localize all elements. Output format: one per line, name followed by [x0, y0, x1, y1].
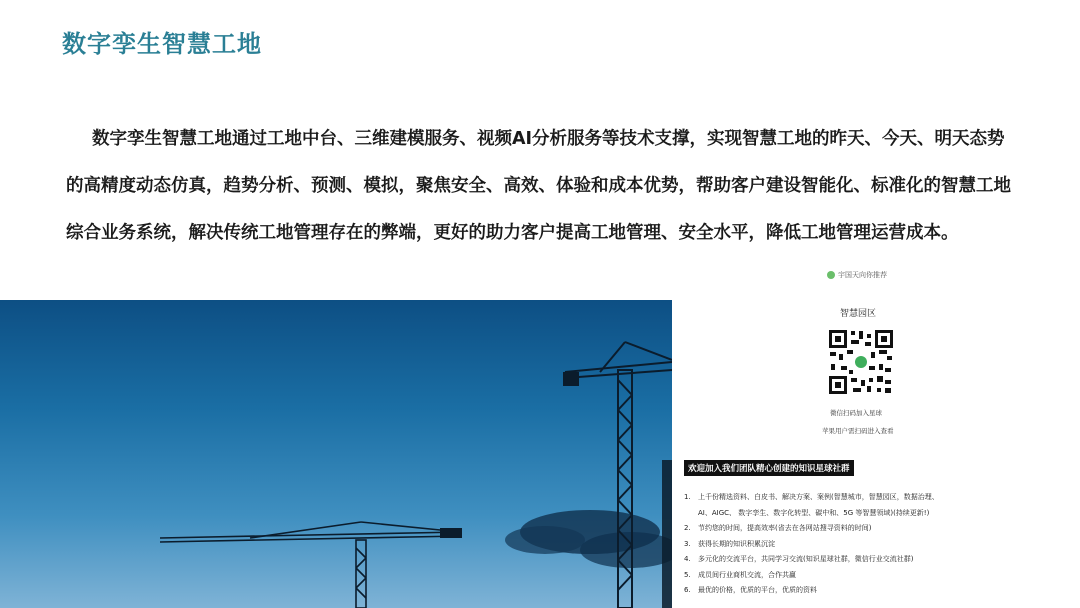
list-item-text: 上千份精选资料、白皮书、解决方案、案例(智慧城市，智慧园区，数据治理、 [698, 493, 939, 501]
body-paragraph [66, 116, 1011, 257]
promo-brand-label: 宇国天向你推荐 [838, 271, 887, 279]
list-item [684, 583, 1014, 599]
list-item [684, 568, 1014, 584]
list-item [684, 521, 1014, 537]
brand-logo-icon [827, 271, 835, 279]
promo-banner: 欢迎加入我们团队精心创建的知识星球社群 [684, 460, 854, 476]
list-item-num: 6. [684, 586, 691, 594]
list-item [684, 537, 1014, 553]
qr-code-icon[interactable] [827, 328, 895, 396]
list-item-num: 4. [684, 555, 691, 563]
list-item-num: 1. [684, 493, 691, 501]
list-item-num [684, 506, 692, 522]
list-item-text: AI、AIGC、 数字孪生、数字化转型、碳中和、5G 等智慧领域)(持续更新!) [698, 508, 930, 517]
list-item-num: 2. [684, 524, 691, 532]
list-item-text: 成员间行业商机交流，合作共赢 [698, 570, 796, 579]
list-item [684, 506, 1014, 522]
perk-list [684, 490, 1014, 599]
list-item-num: 5. [684, 570, 691, 579]
qr-caption-apple: 苹果用户需扫码进入查看 [822, 427, 894, 435]
list-item-text: 节约您的时间，提高效率(省去在各网站搜寻资料的时间) [698, 524, 872, 532]
crane-illustration [0, 300, 672, 608]
promo-brand-row [827, 270, 887, 280]
list-item-text: 多元化的交流平台，共同学习交流(知识星球社群，微信行业交流社群) [698, 555, 914, 563]
qr-title: 智慧园区 [840, 309, 877, 319]
construction-crane-photo [0, 300, 672, 608]
list-item-text: 最优的价格，优质的平台，优质的资料 [698, 586, 817, 594]
qr-caption-scan: 微信扫码加入星球 [830, 409, 882, 417]
list-item-text: 获得长期的知识积累沉淀 [698, 539, 775, 548]
body-paragraph-text: 数字孪生智慧工地通过工地中台、三维建模服务、视频AI分析服务等技术支撑，实现智慧工地的昨天、今天、明天态势的高精度动态仿真，趋势分析、预测、模拟，聚焦安全、高效、体验和成本优势，帮助客户建设智能化、标准化的智慧工地综合业务系统，解决传统工地管理存在的弊端，更好的助力客户提高工地管理、安全水平，降低工地管理运营成本。 [66, 129, 1011, 243]
promo-card [672, 262, 1080, 608]
list-item [684, 552, 1014, 568]
list-item-num: 3. [684, 539, 691, 548]
slide-title: 数字孪生智慧工地 [62, 30, 262, 58]
list-item [684, 490, 1014, 506]
